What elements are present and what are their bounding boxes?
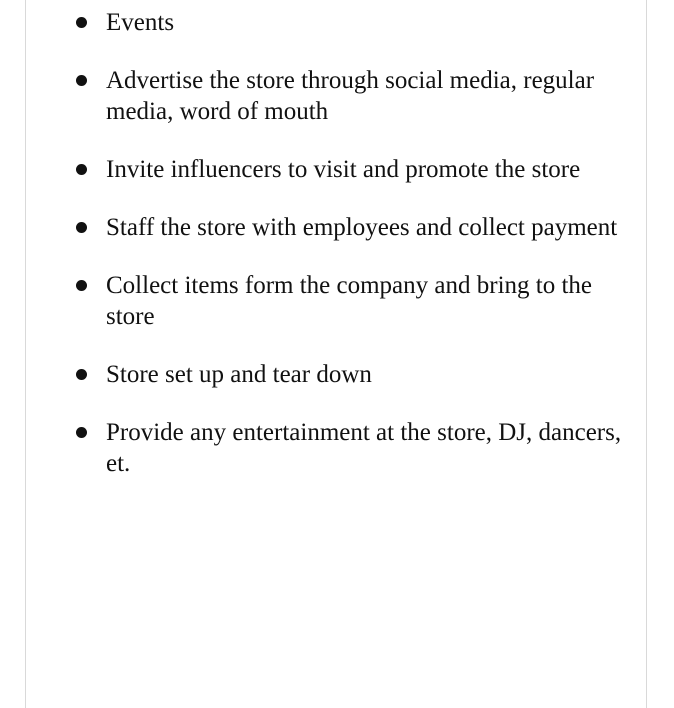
list-item-text: Collect items form the company and bring to the store [106, 272, 592, 330]
list-item-text: Staff the store with employees and collect payment [106, 214, 618, 241]
bullet-icon [76, 164, 87, 175]
list-item [26, 154, 646, 185]
list-item-text: Invite influencers to visit and promote the store [106, 156, 581, 183]
bullet-icon [76, 280, 87, 291]
document-page [25, 0, 647, 708]
list-item [26, 417, 646, 479]
list-item [26, 65, 646, 127]
list-item-text: Provide any entertainment at the store, DJ, dancers, et. [106, 419, 622, 477]
bullet-icon [76, 222, 87, 233]
list-item [26, 359, 646, 390]
list-item [26, 7, 646, 38]
bullet-list [26, 7, 646, 506]
list-item [26, 212, 646, 243]
list-item-text: Events [106, 9, 175, 36]
bullet-icon [76, 369, 87, 380]
bullet-icon [76, 427, 87, 438]
list-item [26, 270, 646, 332]
bullet-icon [76, 75, 87, 86]
bullet-icon [76, 17, 87, 28]
list-item-text: Advertise the store through social media, regular media, word of mouth [106, 67, 595, 125]
list-item-text: Store set up and tear down [106, 361, 372, 388]
